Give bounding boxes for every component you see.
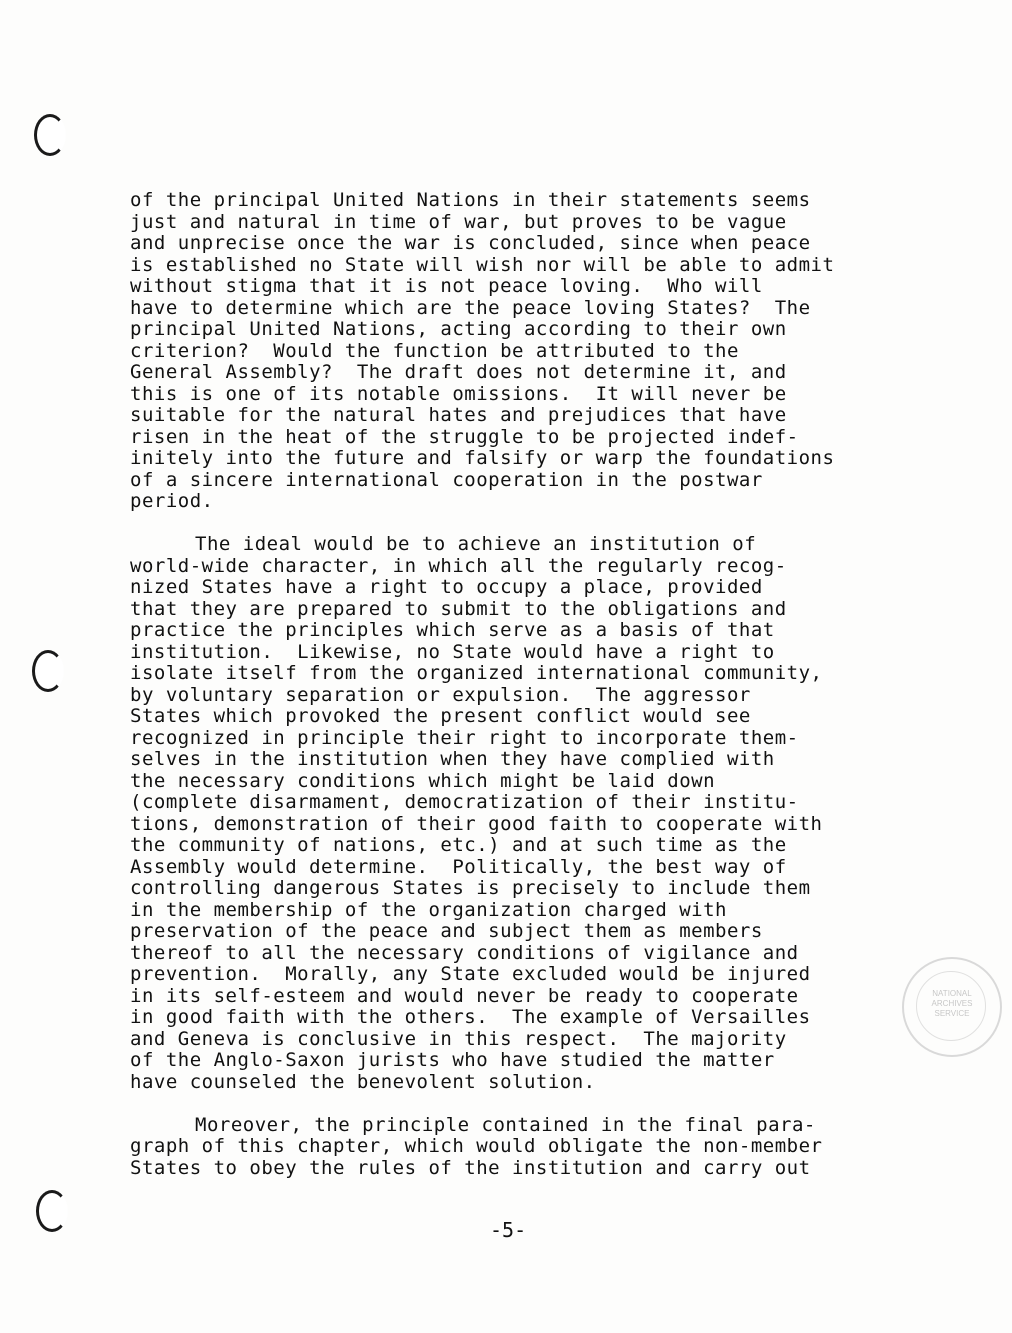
text-line: Moreover, the principle contained in the final para- — [195, 1113, 816, 1136]
text-line: period. — [130, 490, 214, 512]
text-line: the community of nations, etc.) and at such time as the — [130, 834, 787, 856]
page-number: -5- — [490, 1218, 527, 1242]
text-line: Assembly would determine. Politically, the best way of — [130, 855, 787, 878]
text-line: isolate itself from the organized international community, — [130, 662, 823, 684]
text-line: have counseled the benevolent solution. — [130, 1070, 596, 1093]
text-line: criterion? Would the function be attributed to the — [130, 339, 739, 362]
text-line: preservation of the peace and subject them as members — [130, 920, 763, 942]
text-line: The ideal would be to achieve an institution of — [195, 533, 757, 555]
archive-stamp — [902, 957, 1002, 1057]
text-line: graph of this chapter, which would obligate the non-member — [130, 1135, 823, 1157]
text-line: General Assembly? The draft does not determine it, and — [130, 361, 787, 383]
text-line: of a sincere international cooperation in the postwar — [130, 468, 763, 491]
binder-hole — [34, 114, 66, 156]
paragraph-gap — [130, 1093, 930, 1115]
text-line: practice the principles which serve as a basis of that — [130, 619, 775, 641]
text-line: in the membership of the organization charged with — [130, 898, 727, 921]
text-line: (complete disarmament, democratization of their institu- — [130, 791, 799, 813]
text-line: States to obey the rules of the institution and carry out — [130, 1156, 811, 1179]
text-line: suitable for the natural hates and prejudices that have — [130, 404, 787, 426]
paragraph-gap — [130, 513, 930, 535]
text-line: thereof to all the necessary conditions of vigilance and — [130, 941, 799, 964]
text-line: of the Anglo-Saxon jurists who have studied the matter — [130, 1049, 775, 1071]
text-line: prevention. Morally, any State excluded would be injured — [130, 963, 811, 985]
text-line: recognized in principle their right to incorporate them- — [130, 726, 799, 749]
text-line: in its self-esteem and would never be ready to cooperate — [130, 984, 799, 1007]
text-line: the necessary conditions which might be laid down — [130, 769, 716, 792]
paragraph — [130, 190, 930, 513]
text-line: in good faith with the others. The example of Versailles — [130, 1006, 811, 1028]
text-line: by voluntary separation or expulsion. The aggressor — [130, 683, 751, 706]
text-line: and unprecise once the war is concluded, since when peace — [130, 232, 811, 254]
text-line: this is one of its notable omissions. It will never be — [130, 382, 787, 405]
text-line: institution. Likewise, no State would have a right to — [130, 640, 775, 663]
text-line: that they are prepared to submit to the obligations and — [130, 597, 787, 620]
text-line: principal United Nations, acting according to their own — [130, 318, 787, 340]
document-body — [130, 190, 930, 1179]
text-line: just and natural in time of war, but proves to be vague — [130, 210, 787, 233]
text-line: States which provoked the present conflict would see — [130, 705, 751, 727]
archive-stamp-text: NATIONAL ARCHIVES SERVICE — [931, 989, 973, 1018]
text-line: initely into the future and falsify or warp the foundations — [130, 447, 835, 469]
binder-hole — [36, 1190, 68, 1232]
text-line: nized States have a right to occupy a place, provided — [130, 576, 763, 598]
text-line: without stigma that it is not peace loving. Who will — [130, 275, 763, 297]
text-line: world-wide character, in which all the regularly recog- — [130, 554, 787, 577]
text-line: of the principal United Nations in their statements seems — [130, 189, 811, 211]
text-line: have to determine which are the peace loving States? The — [130, 296, 811, 319]
binder-hole — [32, 650, 64, 692]
text-line: risen in the heat of the struggle to be projected indef- — [130, 425, 799, 448]
text-line: is established no State will wish nor will be able to admit — [130, 253, 835, 276]
text-line: tions, demonstration of their good faith to cooperate with — [130, 812, 823, 835]
text-line: selves in the institution when they have complied with — [130, 748, 775, 770]
text-line: controlling dangerous States is precisely to include them — [130, 877, 811, 899]
paragraph — [130, 1115, 930, 1180]
paragraph — [130, 534, 930, 1093]
text-line: and Geneva is conclusive in this respect. The majority — [130, 1027, 787, 1050]
